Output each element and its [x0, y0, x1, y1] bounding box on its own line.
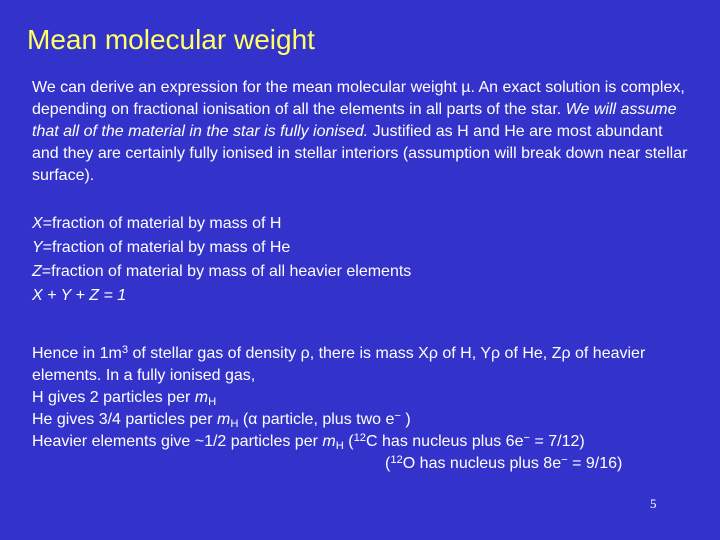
particles-paragraph: [32, 343, 702, 475]
mass-symbol: m: [194, 389, 209, 406]
mass-symbol: m: [322, 433, 336, 450]
superscript: 3: [121, 343, 129, 356]
subscript: H: [208, 395, 217, 408]
slide-title: Mean molecular weight: [27, 24, 315, 55]
superscript: 12: [390, 453, 403, 466]
text: (α particle, plus two e: [238, 411, 395, 428]
intro-justification: Justified as H and He are most abundant and they are certainly fully ionised in stellar interiors (assumption will break down near stellar surface).: [32, 123, 688, 184]
superscript: 12: [353, 431, 367, 444]
symbol-y: Y: [32, 239, 43, 256]
text: Hence in 1m: [32, 345, 122, 362]
definitions-block: [32, 212, 411, 308]
definition-z-text: =fraction of material by mass of all heavier elements: [41, 263, 412, 280]
definition-y-text: =fraction of material by mass of He: [42, 239, 291, 256]
intro-assumption: We will assume that all of the material in the star is fully ionised.: [32, 101, 677, 140]
text: O has nucleus plus 8e: [402, 455, 562, 472]
symbol-x: X: [32, 215, 43, 232]
hence-line: [32, 343, 702, 387]
hydrogen-line: [32, 387, 702, 409]
mass-symbol: m: [216, 411, 231, 428]
definition-x-text: =fraction of material by mass of H: [42, 215, 282, 232]
page-number: 5: [650, 496, 657, 511]
definition-y: [32, 236, 411, 260]
text: H gives 2 particles per: [32, 389, 195, 406]
text: of stellar gas of density ρ, there is mass Xρ of H, Yρ of He, Zρ of heavier elements. In a fully ionised gas,: [32, 345, 646, 384]
subscript: H: [230, 417, 239, 430]
text: Heavier elements give ~1/2 particles per: [32, 433, 323, 450]
oxygen-line: [32, 453, 702, 475]
text: He gives 3/4 particles per: [32, 411, 217, 428]
symbol-z: Z: [32, 263, 42, 280]
text: = 9/16): [567, 455, 623, 472]
subscript: H: [335, 439, 344, 452]
text: C has nucleus plus 6e: [366, 433, 524, 450]
heavier-elements-line: [32, 431, 702, 453]
mass-fraction-sum: [32, 284, 411, 308]
text: ): [400, 411, 411, 428]
definition-x: [32, 212, 411, 236]
text: (: [343, 433, 354, 450]
text: (: [385, 455, 391, 472]
intro-paragraph: [32, 77, 692, 187]
superscript: −: [523, 431, 531, 444]
superscript: −: [561, 453, 568, 466]
intro-text: We can derive an expression for the mean molecular weight µ. An exact solution is complex, depending on fractional ionisation of all the elements in all parts of the star.: [32, 79, 685, 118]
superscript: −: [394, 409, 401, 422]
text: = 7/12): [530, 433, 585, 450]
definition-z: [32, 260, 411, 284]
helium-line: [32, 409, 702, 431]
mass-fraction-equation: X + Y + Z = 1: [32, 287, 127, 304]
